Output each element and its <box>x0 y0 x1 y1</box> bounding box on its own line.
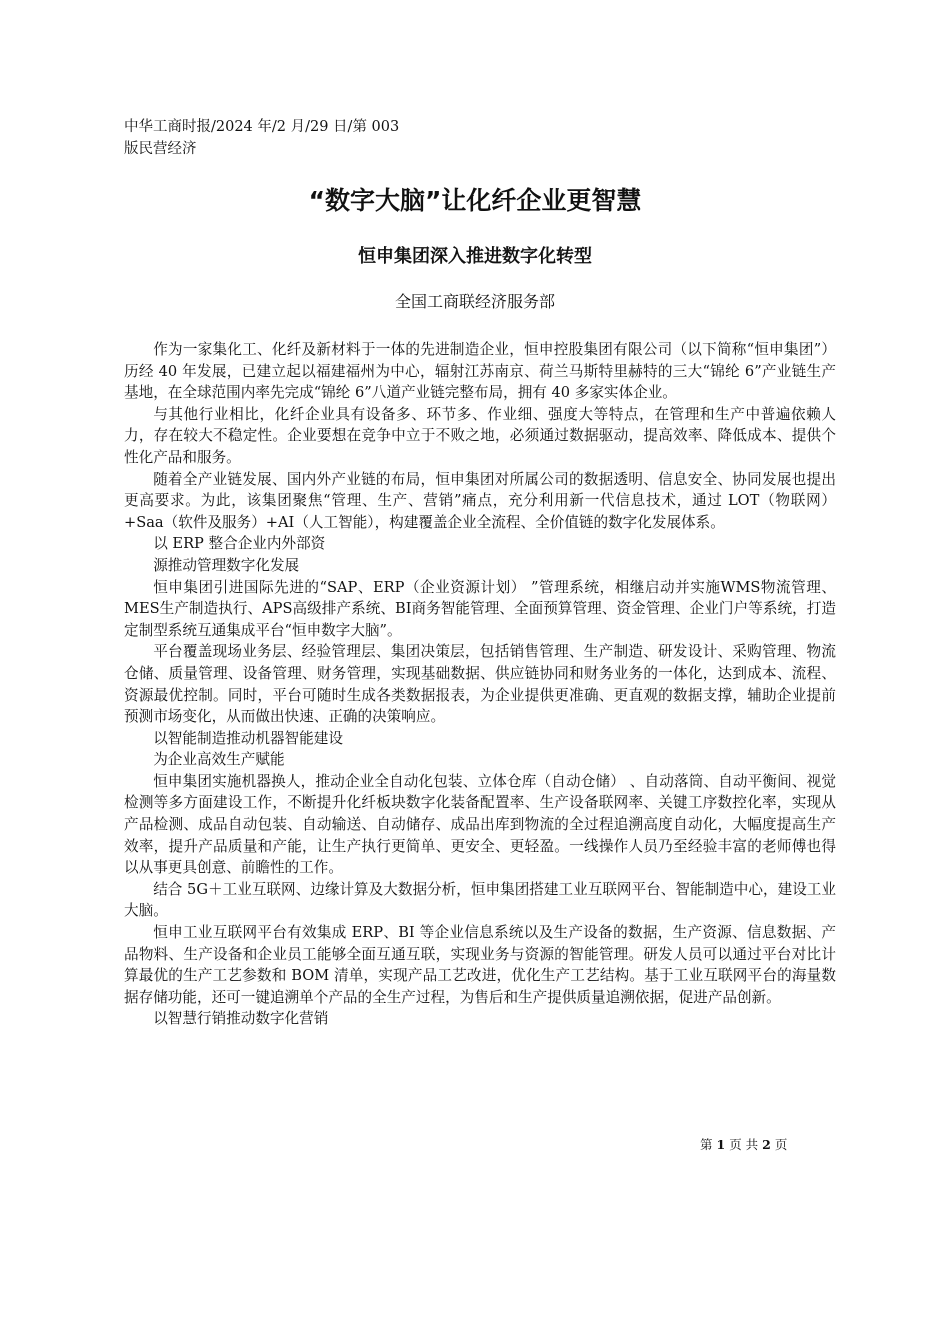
footer-page-number: 1 <box>716 1137 726 1152</box>
source-info <box>124 116 424 160</box>
paragraph: 结合 5G＋工业互联网、边缘计算及大数据分析，恒申集团搭建工业互联网平台、智能制造中心，建设工业大脑。 <box>124 880 836 920</box>
footer-middle: 页 共 <box>729 1137 759 1152</box>
paragraph: 与其他行业相比，化纤企业具有设备多、环节多、作业细、强度大等特点，在管理和生产中普遍依赖人力，存在较大不稳定性。企业要想在竞争中立于不败之地，必须通过数据驱动，提高效率、降低成本、提供个性化产品和服务。 <box>124 405 836 466</box>
footer-total-pages: 2 <box>762 1137 771 1152</box>
section-heading-line: 源推动管理数字化发展 <box>153 556 300 574</box>
paragraph: 平台覆盖现场业务层、经验管理层、集团决策层，包括销售管理、生产制造、研发设计、采购管理、物流仓储、质量管理、设备管理、财务管理，实现基础数据、供应链协同和财务业务的一体化，达到成本、流程、资源最优控制。同时，平台可随时生成各类数据报表，为企业提供更准确、更直观的数据支撑，辅助企业提前预测市场变化，从而做出快速、正确的决策响应。 <box>124 643 836 726</box>
section-heading-line: 以 ERP 整合企业内外部资 <box>153 535 326 553</box>
page-footer <box>700 1136 840 1154</box>
paragraph: 恒申集团引进国际先进的“SAP、ERP（企业资源计划） ”管理系统，相继启动并实施WMS物流管理、MES生产制造执行、APS高级排产系统、BI商务智能管理、全面预算管理、资金管理、企业门户等系统，打造定制型系统互通集成平台“恒申数字大脑”。 <box>124 578 836 639</box>
section-heading-line: 以智慧行销推动数字化营销 <box>153 1010 329 1028</box>
paragraph: 作为一家集化工、化纤及新材料于一体的先进制造企业，恒申控股集团有限公司（以下简称“恒申集团”）历经 40 年发展，已建立起以福建福州为中心，辐射江苏南京、荷兰马斯特里赫特的三大“锦纶 6”产业链生产基地，在全球范围内率先完成“锦纶 6”八道产业链完整布局，拥有 40 多家实体企业。 <box>124 341 836 402</box>
article-author: 全国工商联经济服务部 <box>394 292 555 311</box>
paragraph: 恒申集团实施机器换人，推动企业全自动化包装、立体仓库（自动仓储） 、自动落筒、自动平衡间、视觉检测等多方面建设工作，不断提升化纤板块数字化装备配置率、生产设备联网率、关键工序数控化率，实现从产品检测、成品自动包装、自动输送、自动储存、成品出库到物流的全过程追溯高度自动化，大幅度提高生产效率，提升产品质量和产能，让生产执行更简单、更安全、更轻盈。一线操作人员乃至经验丰富的老师傅也得以从事更具创意、前瞻性的工作。 <box>124 772 836 877</box>
footer-prefix: 第 <box>700 1137 713 1152</box>
section-heading-line: 为企业高效生产赋能 <box>153 751 285 769</box>
section-heading-line: 以智能制造推动机器智能建设 <box>153 729 343 747</box>
article-body <box>124 339 836 1030</box>
paragraph: 恒申工业互联网平台有效集成 ERP、BI 等企业信息系统以及生产设备的数据，生产资源、信息数据、产品物料、生产设备和企业员工能够全面互通互联，实现业务与资源的智能管理。研发人员可以通过平台对比计算最优的生产工艺参数和 BOM 清单，实现产品工艺改进，优化生产工艺结构。基于工业互联网平台的海量数据存储功能，还可一键追溯单个产品的全生产过程，为售后和生产提供质量追溯依据，促进产品创新。 <box>124 924 836 1006</box>
article-title: “数字大脑”让化纤企业更智慧 <box>308 186 642 215</box>
source-line-1: 中华工商时报/2024 年/2 月/29 日/第 003 <box>124 119 400 135</box>
paragraph: 随着全产业链发展、国内外产业链的布局，恒申集团对所属公司的数据透明、信息安全、协同发展也提出更高要求。为此，该集团聚焦“管理、生产、营销”痛点，充分利用新一代信息技术，通过 LOT（物联网）+Saa（软件及服务）+AI（人工智能），构建覆盖企业全流程、全价值链的数字化发展体系。 <box>124 470 836 531</box>
footer-suffix: 页 <box>774 1137 788 1152</box>
source-line-2: 版民营经济 <box>124 141 197 157</box>
article-subtitle: 恒申集团深入推进数字化转型 <box>358 246 592 267</box>
